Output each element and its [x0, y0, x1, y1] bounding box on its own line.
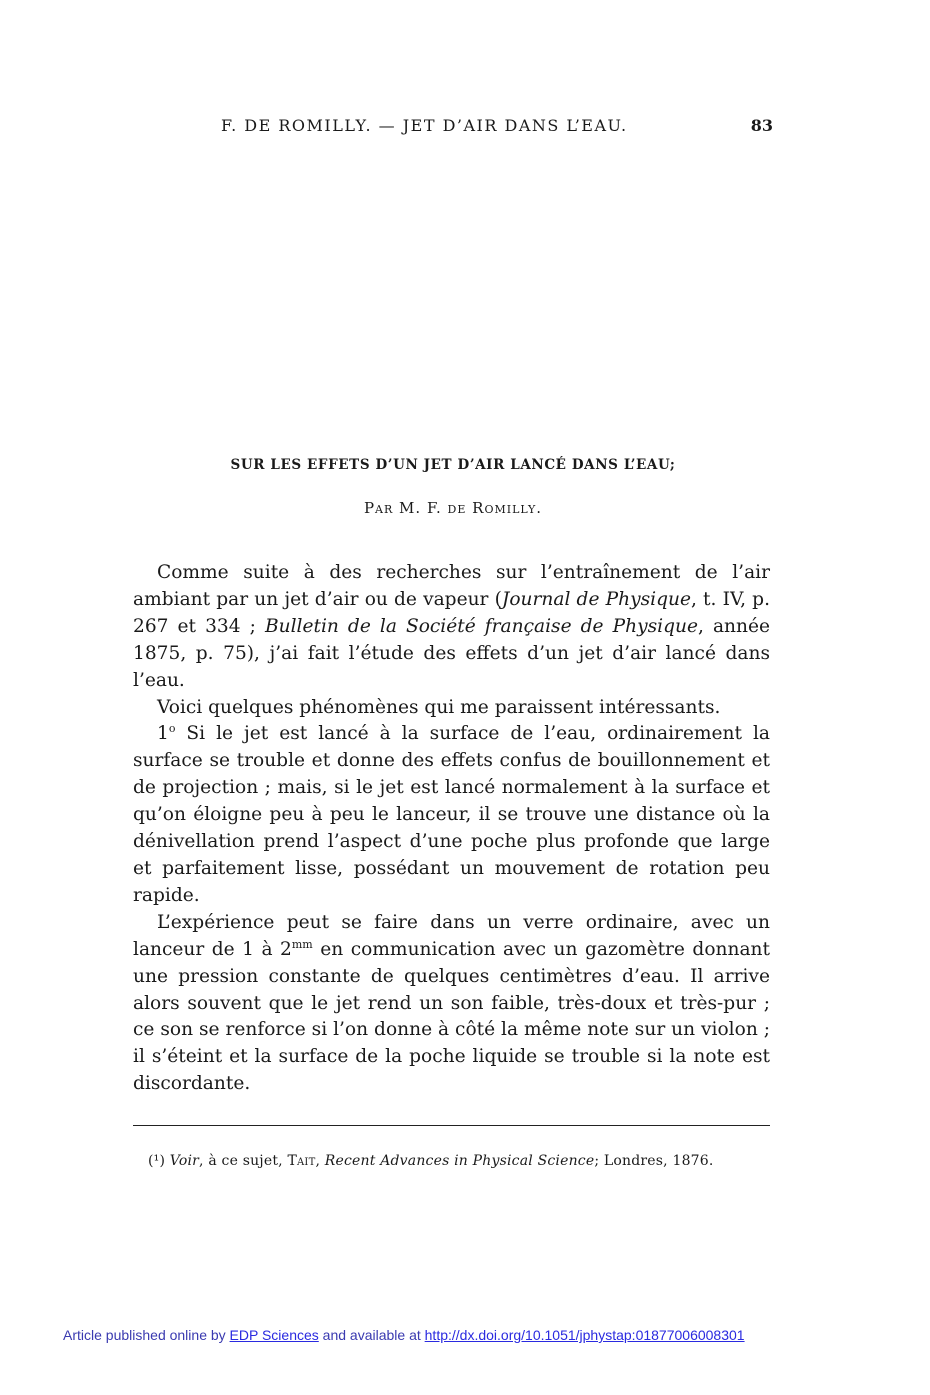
paragraph-1	[133, 560, 770, 695]
footnote-voir: Voir	[169, 1153, 200, 1169]
p3-number: 1	[157, 723, 169, 745]
edp-sciences-link[interactable]: EDP Sciences	[229, 1327, 319, 1343]
footnote-marker: (¹)	[148, 1153, 166, 1169]
p3-text: Si le jet est lancé à la surface de l’eau, ordinairement la surface se trouble et donne des effets confus de bouillonnement et de projection ; mais, si le jet est lancé normalement à la surface et qu’on éloigne peu à peu le lanceur, il se trouve une distance où la dénivellation prend l’aspect d’une poche plus profonde que large et parfaitement lisse, possédant un mouvement de rotation peu rapide.	[133, 723, 770, 906]
published-text-b: and available at	[318, 1327, 425, 1343]
p4-unit-sup: mm	[291, 937, 313, 951]
paragraph-3	[133, 721, 770, 909]
footnote-text-a: , à ce sujet,	[199, 1153, 288, 1169]
p1-text-c: , année 1875, p. 75), j’ai fait l’étude des effets d’un jet d’air lancé dans l’eau.	[133, 615, 770, 691]
footnote-work: Recent Advances in Physical Science	[324, 1153, 595, 1169]
body-text	[133, 560, 770, 1098]
p4-text-b: en communication avec un gazomètre donnant une pression constante de quelques centimètres d’eau. Il arrive alors souvent que le jet rend un son faible, très-doux et très-pur ; ce son se renforce si l’on donne à côté la même note sur un violon ; il s’éteint et la surface de la poche liquide se trouble si la note est discordante.	[133, 938, 770, 1095]
p1-text-b: , t. IV, p. 267 et 334 ;	[133, 588, 770, 637]
footnote	[148, 1153, 770, 1169]
footnote-text-c: ; Londres, 1876.	[594, 1153, 714, 1169]
journal-citation: Journal de Physique	[501, 588, 691, 610]
bulletin-citation: Bulletin de la Société française de Physique	[264, 615, 698, 637]
published-text-a: Article published online by	[63, 1327, 230, 1343]
article-title: SUR LES EFFETS D’UN JET D’AIR LANCÉ DANS L’EAU;	[230, 457, 676, 473]
p1-text-a: Comme suite à des recherches sur l’entraînement de l’air ambiant par un jet d’air ou de vapeur (	[133, 562, 770, 610]
p4-text-a: L’expérience peut se faire dans un verre ordinaire, avec un lanceur de 1 à 2	[133, 911, 770, 960]
published-notice	[63, 1327, 883, 1343]
footnote-text-b: ,	[315, 1153, 325, 1169]
paragraph-2: Voici quelques phénomènes qui me paraissent intéressants.	[157, 696, 721, 718]
running-title: F. DE ROMILLY. — JET D’AIR DANS L’EAU.	[221, 116, 628, 135]
p3-ordinal: o	[168, 722, 176, 736]
footnote-author: Tait	[287, 1153, 316, 1169]
footnote-rule	[133, 1125, 770, 1126]
paragraph-4	[133, 910, 770, 1098]
byline: Par M. F. de Romilly.	[363, 499, 543, 517]
doi-link[interactable]: http://dx.doi.org/10.1051/jphystap:01877006008301	[424, 1327, 745, 1343]
page-number: 83	[750, 116, 773, 135]
